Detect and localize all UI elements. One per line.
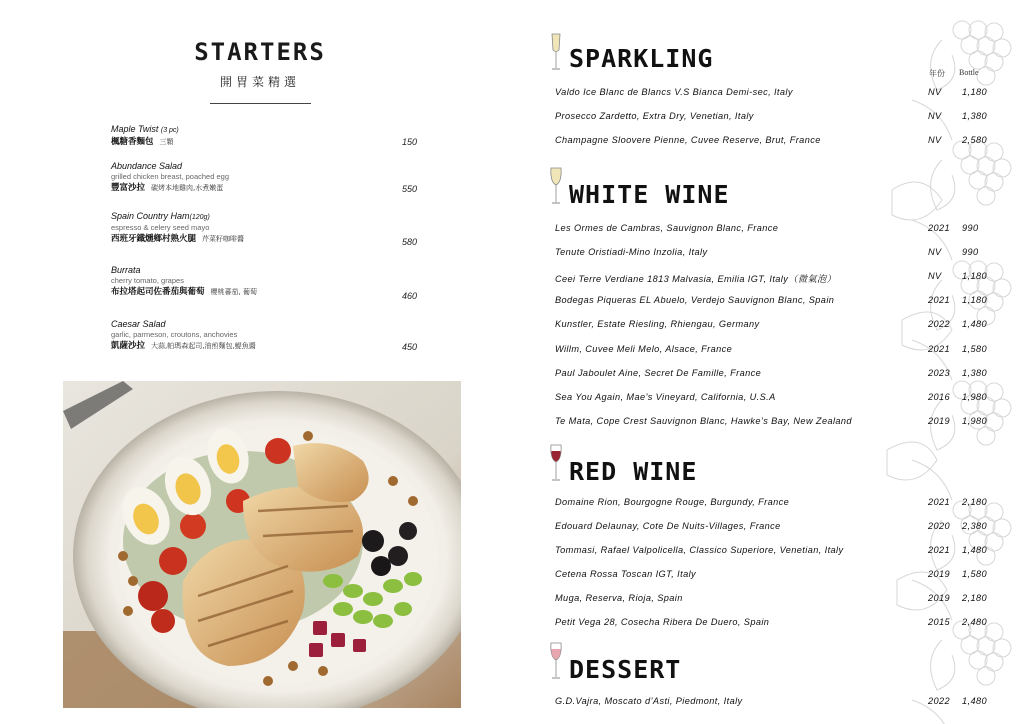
dish-name-en: Maple Twist <box>111 124 159 134</box>
wine-name: Paul Jaboulet Aine, Secret De Famille, France <box>555 368 762 378</box>
wine-row <box>555 271 995 285</box>
wine-price: 1,180 <box>962 295 987 305</box>
dish-price: 460 <box>402 291 418 301</box>
wine-row <box>555 416 995 430</box>
column-header-year: 年份 <box>929 69 945 78</box>
dish-description: cherry tomato, grapes <box>111 276 184 285</box>
dish-description: espresso & celery seed mayo <box>111 223 210 232</box>
wine-row <box>555 87 995 101</box>
wine-name: Te Mata, Cope Crest Sauvignon Blanc, Hawke’s Bay, New Zealand <box>555 416 852 426</box>
wine-row <box>555 344 995 358</box>
wine-price: 1,180 <box>962 271 987 281</box>
title-divider <box>210 103 311 104</box>
wine-list-page <box>512 0 1024 724</box>
wine-row <box>555 545 995 559</box>
wine-price: 1,380 <box>962 111 987 121</box>
wine-price: 1,480 <box>962 696 987 706</box>
dish-description: grilled chicken breast, poached egg <box>111 172 229 181</box>
wine-row <box>555 593 995 607</box>
section-title-dessert: DESSERT <box>569 655 682 684</box>
dish-name-zh: 楓糖香麵包 <box>111 137 154 147</box>
wine-year: 2019 <box>928 416 951 426</box>
wine-year: NV <box>928 111 942 121</box>
dish-note-zh: 櫻桃蕃茄, 葡萄 <box>210 288 257 296</box>
wine-name: Petit Vega 28, Cosecha Ribera De Duero, Spain <box>555 617 770 627</box>
dish-name-zh: 豐富沙拉 <box>111 183 146 193</box>
wine-price: 1,580 <box>962 569 987 579</box>
dish-name-en: Abundance Salad <box>111 161 183 171</box>
dish-name-zh: 布拉塔起司佐番茄與葡萄 <box>111 287 205 297</box>
wine-name: Bodegas Piqueras EL Abuelo, Verdejo Sauvignon Blanc, Spain <box>555 295 835 305</box>
dish-note-zh: 大蒜,帕瑪森起司,油煎麵包,鯷魚醬 <box>151 342 256 350</box>
wine-price: 2,580 <box>962 135 987 145</box>
dish-portion: (120g) <box>189 214 210 221</box>
wine-year: 2022 <box>928 696 951 706</box>
wine-price: 1,480 <box>962 545 987 555</box>
column-header-bottle: Bottle <box>959 68 979 77</box>
dish-price: 450 <box>402 342 418 352</box>
section-title-white-wine: WHITE WINE <box>569 180 730 209</box>
wine-row <box>555 392 995 406</box>
wine-row <box>555 223 995 237</box>
rose-wine-glass-icon <box>548 641 564 681</box>
dish-note-zh: 三顆 <box>159 138 174 146</box>
dish-name-en: Spain Country Ham <box>111 211 190 221</box>
wine-price: 1,980 <box>962 392 987 402</box>
wine-row <box>555 521 995 535</box>
wine-year: NV <box>928 135 942 145</box>
wine-price: 1,380 <box>962 368 987 378</box>
wine-row <box>555 569 995 583</box>
dish-name-en: Caesar Salad <box>111 319 166 329</box>
dish-price: 150 <box>402 137 418 147</box>
dish-note-zh: 芹菜籽咖啡醬 <box>202 235 245 243</box>
dish-price: 580 <box>402 237 418 247</box>
wine-name: G.D.Vajra, Moscato d’Asti, Piedmont, Italy <box>555 696 743 706</box>
wine-price: 2,180 <box>962 593 987 603</box>
dish-spain-country-ham <box>111 211 441 245</box>
wine-row <box>555 617 995 631</box>
wine-row <box>555 135 995 149</box>
wine-name: Kunstler, Estate Riesling, Rhiengau, Germany <box>555 319 760 329</box>
white-wine-glass-icon <box>548 166 564 206</box>
salad-photo <box>63 381 461 708</box>
wine-name: Les Ormes de Cambras, Sauvignon Blanc, France <box>555 223 779 233</box>
wine-year: 2020 <box>928 521 951 531</box>
wine-price: 1,480 <box>962 319 987 329</box>
wine-price: 2,180 <box>962 497 987 507</box>
wine-name: Tommasi, Rafael Valpolicella, Classico Superiore, Venetian, Italy <box>555 545 844 555</box>
wine-price: 2,480 <box>962 617 987 627</box>
dish-maple-twist <box>111 124 441 148</box>
wine-name: Tenute Oristiadi-Mino Inzolia, Italy <box>555 247 708 257</box>
starters-title: STARTERS <box>194 38 326 66</box>
dish-abundance-salad <box>111 161 441 194</box>
wine-year: 2021 <box>928 223 951 233</box>
wine-year: NV <box>928 87 942 97</box>
champagne-glass-icon <box>548 32 564 72</box>
wine-name: Ceei Terre Verdiane 1813 Malvasia, Emilia IGT, Italy（微氣泡） <box>555 274 837 284</box>
wine-year: 2021 <box>928 497 951 507</box>
wine-name: Valdo Ice Blanc de Blancs V.S Bianca Demi-sec, Italy <box>555 87 793 97</box>
wine-year: NV <box>928 271 942 281</box>
dish-name-zh: 凱薩沙拉 <box>111 341 146 351</box>
wine-year: NV <box>928 247 942 257</box>
dish-description: garlic, parmeson, croutons, anchovies <box>111 330 238 339</box>
wine-price: 990 <box>962 223 979 233</box>
wine-name: Domaine Rion, Bourgogne Rouge, Burgundy, France <box>555 497 790 507</box>
wine-name: Champagne Sloovere Pienne, Cuvee Reserve, Brut, France <box>555 135 821 145</box>
wine-row <box>555 368 995 382</box>
wine-row <box>555 696 995 710</box>
wine-price: 1,180 <box>962 87 987 97</box>
wine-year: 2021 <box>928 344 951 354</box>
grape-illustration <box>882 0 1024 724</box>
wine-year: 2019 <box>928 593 951 603</box>
wine-year: 2019 <box>928 569 951 579</box>
wine-row <box>555 111 995 125</box>
wine-name: Sea You Again, Mae’s Vineyard, California, U.S.A <box>555 392 776 402</box>
wine-row <box>555 497 995 511</box>
wine-price: 1,580 <box>962 344 987 354</box>
wine-name: Willm, Cuvee Meli Melo, Alsace, France <box>555 344 733 354</box>
dish-portion: (3 pc) <box>160 127 179 134</box>
wine-name: Edouard Delaunay, Cote De Nuits-Villages, France <box>555 521 781 531</box>
wine-year: 2021 <box>928 545 951 555</box>
section-title-red-wine: RED WINE <box>569 457 698 486</box>
dish-price: 550 <box>402 184 418 194</box>
wine-year: 2015 <box>928 617 951 627</box>
wine-year: 2021 <box>928 295 951 305</box>
dish-name-zh: 西班牙鐵燻鄉村熟火腿 <box>111 234 197 244</box>
wine-year: 2023 <box>928 368 951 378</box>
red-wine-glass-icon <box>548 443 564 483</box>
dish-note-zh: 碳烤本地雞肉,水煮嫩蛋 <box>151 184 224 192</box>
wine-year: 2016 <box>928 392 951 402</box>
wine-price: 2,380 <box>962 521 987 531</box>
wine-row <box>555 319 995 333</box>
dish-caesar-salad <box>111 319 441 352</box>
wine-row <box>555 295 995 309</box>
wine-price: 1,980 <box>962 416 987 426</box>
wine-name: Prosecco Zardetto, Extra Dry, Venetian, Italy <box>555 111 754 121</box>
wine-price: 990 <box>962 247 979 257</box>
wine-name: Cetena Rossa Toscan IGT, Italy <box>555 569 697 579</box>
section-title-sparkling: SPARKLING <box>569 44 714 73</box>
wine-name: Muga, Reserva, Rioja, Spain <box>555 593 683 603</box>
wine-row <box>555 247 995 261</box>
starters-subtitle: 開胃菜精選 <box>219 75 300 89</box>
dish-burrata <box>111 265 441 298</box>
wine-year: 2022 <box>928 319 951 329</box>
dish-name-en: Burrata <box>111 265 141 275</box>
